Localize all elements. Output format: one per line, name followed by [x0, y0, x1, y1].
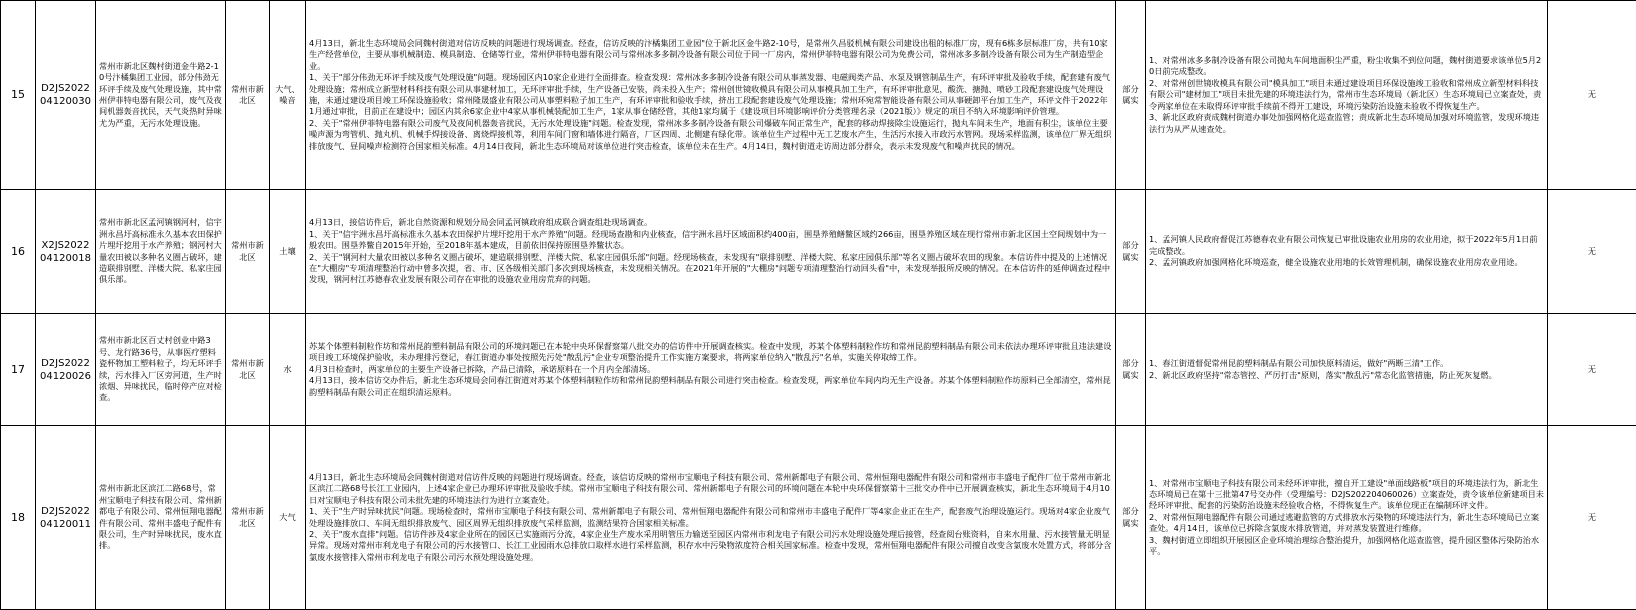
rectification-paragraph: 1、春江街道督促常州昆韵塑料制品有限公司加快原料清运，做好"两断三清"工作。: [1149, 358, 1544, 369]
seq-cell: 15: [1, 1, 36, 190]
table-body: [1, 1, 1636, 610]
result-cell: 部分属实: [1116, 426, 1146, 610]
rectification-paragraph: 2、对常州恒翔电器配件有限公司通过逃避监管的方式排放水污染物的环境违法行为，新北生态环境局已立案查处。4月14日，该单位已拆除含氯废水排放管道，并对蒸发装置进行维修。: [1149, 512, 1544, 535]
result-cell: 部分属实: [1116, 1, 1146, 190]
verification-cell: [306, 190, 1116, 314]
seq-cell: 18: [1, 426, 36, 610]
district-cell: 常州市新北区: [226, 314, 270, 426]
rectification-paragraph: 2、新北区政府坚持"常态管控、严厉打击"原则，落实"散乱污"常态化监管措施，防止死灰复燃。: [1149, 370, 1544, 381]
complaint-cell: 常州市新北区魏村街道金牛路2-10号汴橘集团工业园，部分伟劲无环评手续及废气处理设施，其中常州伊菲特电器有限公司，废气及夜间机器轰音扰民，天气炎热时异味尤为严重，无污水处理设施。: [96, 1, 226, 190]
verification-paragraph: 4月13日，接本信访交办件后，新北生态环境局会同春江街道对苏某个体塑料制粒作坊和常州昆韵塑料制品有限公司进行突击检查。检查发现，两家单位车间内均无生产设备。苏某个体塑料制粒作坊原料已全部清空，常州昆韵塑料制品有限公司正在组织清运原料。: [309, 375, 1112, 398]
rectification-paragraph: 1、孟河镇人民政府督促江苏德春农业有限公司恢复已审批设施农业用房的农业用途，拟于2022年5月1日前完成整改。: [1149, 234, 1544, 257]
seq-cell: 16: [1, 190, 36, 314]
verification-paragraph: 2、关于"废水直排"问题。信访件涉及4家企业所在的园区已实施雨污分流，4家企业生产废水采用明管压力输送至园区内常州市利龙电子有限公司污水处理设施处理后接管，经查阅台账资料，自来水用量、污水接管量无明显异常。现场对常州市利龙电子有限公司的污水接管口、长江工业园雨水总排放口取样水进行采样监测，积存水中污染物浓度符合相关国家标准。检查中发现，常州恒翔电器配件有限公司擅自改变含氯废水处置方式，将部分含氯废水接管排入常州市利龙电子有限公司污水预处理设施处理。: [309, 529, 1112, 563]
table-row: [1, 426, 1636, 610]
complaint-cell: 常州市新北区滨江二路68号，常州宝顺电子科技有限公司、常州新都电子有限公司、常州恒翔电器配件有限公司、常州丰盛电子配件有限公司，生产时异味扰民，废水直排。: [96, 426, 226, 610]
verification-paragraph: 苏某个体塑料制粒作坊和常州昆韵塑料制品有限公司的环境问题已在本轮中央环保督察第八批交办的信访件中开展调查核实。检查中发现，苏某个体塑料制粒作坊和常州昆韵塑料制品有限公司未依法办理环评审批且违法建设项目竣工环境保护验收，未办理排污登记，春江街道办事处按照先污处"散乱污"企业专项整治提升工作实施方案要求，将两家单位纳入"散乱污"名单，实施关停取缔工作。: [309, 341, 1112, 364]
verification-cell: [306, 1, 1116, 190]
category-cell: 大气、噪音: [270, 1, 306, 190]
verification-paragraph: 4月13日，新北生态环境局会同魏村街道对信访反映的问题进行现场调查。经查，信访反映的汴橘集团工业园"位于新北区金牛路2-10号，是常州久昌驳机械有限公司建设出租的标准厂房，现有6栋多层标准厂房，共有10家生产经营单位，主要从事机械制造、模具制造、仓储等行业，常州伊菲特电器有限公司与常州冰多多制冷设备有限公司位于同一厂房内，常州伊菲特电器有限公司为免费公司，常州冰多多制冷设备有限公司为生产制造型企业。: [309, 38, 1112, 72]
seq-cell: 17: [1, 314, 36, 426]
accountability-cell: 无: [1548, 426, 1636, 610]
table-row: [1, 190, 1636, 314]
complaint-cell: 常州市新北区孟河镇钢河村，信宇洲永昌圩高标准永久基本农田保护片埋圩挖用于水产养殖；钢河村大量农田被以多种名义圈占破坏，建造联排别墅、洋楼大院、私家庄园俱乐部。: [96, 190, 226, 314]
accountability-cell: 无: [1548, 190, 1636, 314]
rectification-cell: [1146, 190, 1548, 314]
verification-paragraph: 4月3日检查时，两家单位的主要生产设备已拆除，产品已清除，承诺原料在一个月内全部清场。: [309, 364, 1112, 375]
code-cell: X2JS202204120018: [36, 190, 96, 314]
verification-cell: [306, 426, 1116, 610]
category-cell: 水: [270, 314, 306, 426]
rectification-cell: [1146, 426, 1548, 610]
result-cell: 部分属实: [1116, 314, 1146, 426]
district-cell: 常州市新北区: [226, 1, 270, 190]
category-cell: 土壤: [270, 190, 306, 314]
accountability-cell: 无: [1548, 314, 1636, 426]
rectification-paragraph: 1、对常州市宝顺电子科技有限公司未经环评审批，擅自开工建设"单面线路板"项目的环境违法行为，新北生态环境局已在第十三批第47号交办件（受理编号：D2JS202204060026）立案查处，责令该单位新建项目未经环评审批、配套的污染防治设施未经验收合格，不得恢复生产。该单位现正在编制环评文件。: [1149, 478, 1544, 512]
verification-paragraph: 4月13日，接信访件后，新北自然资源和规划分局会同孟河镇政府组成联合调查组赴现场调查。: [309, 217, 1112, 228]
rectification-paragraph: 3、新北区政府责成魏村街道办事处加强网格化巡查监管；责成新北生态环境局加强对环境监管，发现环境违法行为从严从速查处。: [1149, 112, 1544, 135]
verification-paragraph: 2、关于"钢河村大量农田被以多种名义圈占破坏，建造联排别墅、洋楼大院、私家庄园俱乐部"问题。经现场核查，未发现有"联排别墅、洋楼大院、私家庄园俱乐部"等名义圈占破坏农田的现象。本信访件中提及的上述情况在"大棚房"专项清理整治行动中曾多次提，省、市、区各级相关部门多次到现场核查，未发现相关情况。在2021年开展的"大棚房"问题专项清理整治行动回头看"中，未发现举报所反映的情况。在本信访件的延伸调查过程中发现，钢河村江苏德春农业发展有限公司存在审批的设施农业用房荒弃的问题。: [309, 252, 1112, 286]
verification-paragraph: 1、关于"生产时异味扰民"问题。现场检查时，常州市宝顺电子科技有限公司、常州新都电子有限公司、常州恒翔电器配件有限公司和常州市丰盛电子配件厂等4家企业正在生产，配套废气治理设施运行。现场对4家企业废气处理设施排放口、车间无组织排放废气、园区周界无组织排放废气采样监测，监测结果符合国家相关标准。: [309, 506, 1112, 529]
district-cell: 常州市新北区: [226, 190, 270, 314]
rectification-cell: [1146, 314, 1548, 426]
table-row: [1, 314, 1636, 426]
category-cell: 大气: [270, 426, 306, 610]
rectification-paragraph: 3、魏村街道立即组织开展园区企业环境治理综合整治提升，加强网格化巡查监管，提升园区整体污染防治水平。: [1149, 535, 1544, 558]
rectification-paragraph: 2、对常州创世镜收模具有限公司"模具加工"项目未通过建设项目环保设施竣工验收和常州成立新型材料科技有限公司"建材加工"项目未批先建的环境违法行为，常州市生态环境局（新北区）生态环境局已立案查处，责令两家单位在未取得环评审批手续前不得开工建设，环境污染防治设施未验收不得恢复生产。: [1149, 78, 1544, 112]
complaint-cell: 常州市新北区百丈村创业中路3号、龙行路36号，从事医疗塑料瓷杯物加工塑料粒子，均无环评手续，污水排入厂区旁河道，生产时浓烟、异味扰民，临时停产应对检查。: [96, 314, 226, 426]
table-row: [1, 1, 1636, 190]
result-cell: 部分属实: [1116, 190, 1146, 314]
verification-paragraph: 2、关于"常州伊菲特电器有限公司废气及夜间机器轰音扰民，无污水处理设施"问题。检查发现，常州冰多多制冷设备有限公司爆破车间正常生产，配套的移动焊接除尘设施运行，抛丸车间未生产，地面有积尘，该单位主要噪声源为弯管机、抛丸机、机械手焊接设备、离烧焊接机等，利用车间门窗和墙体进行隔音，厂区四周、北侧建有绿化带。该单位生产过程中无工艺废水产生，生活污水接入市政污水管网。现场采样监测，该单位厂界无组织排放废气、昼间噪声检测符合国家相关标准。4月14日夜间，新北生态环境局对该单位进行突击检查，该单位未在生产。4月14日，魏村街道走访周边部分群众，表示未发现废气和噪声扰民的情况。: [309, 118, 1112, 152]
rectification-paragraph: 1、对常州冰多多制冷设备有限公司抛丸车间地面积尘严重，粉尘收集不到位问题，魏村街道要求该单位5月20日前完成整改。: [1149, 55, 1544, 78]
code-cell: D2JS202204120026: [36, 314, 96, 426]
verification-paragraph: 1、关于"信宇洲永昌圩高标准永久基本农田保护片埋圩挖用于水产养殖"问题。经现场查勘和内业核查，信宇洲永昌圩区域面积约400亩，围垦养殖鳝鳖区域约266亩，围垦养殖区域在现行常州市新北区国土空间规划中为一般农田。围垦养鳖自2015年开始，至2018年基本建成，目前依旧保持原围垦养鳖状态。: [309, 229, 1112, 252]
code-cell: D2JS202204120011: [36, 426, 96, 610]
verification-paragraph: 1、关于"部分伟劲无环评手续及废气处理设施"问题。现场园区内10家企业进行全面排查。检查发现：常州冰多多制冷设备有限公司从事蒸发器、电磁阀类产品、水泵及钢管制品生产，有环评审批及验收手续，配套建有废气处理设施；常州成立新型材料科技有限公司从事建材加工，无环评审批手续，生产设备已安装，尚未投入生产；常州创世镜收模具有限公司从事模具加工生产，有环评审批意见，酸洗、搪抛、喷砂工段配套建设废气处理设施，未通过建设项目竣工环保设施验收；常州隆晟盛业有限公司从事塑料粒子加工生产，有环评审批和验收手续，挤出工段配套建设废气处理设施；常州环宛常智能设备有限公司从事硬卸平台加工生产，环评文件于2022年1月通过审批，目前正在建设中；园区内其余6家企业中4家从事机械装配加工生产，1家从事仓储经营，其他1家均属于《建设项目环境影响评价分类管理名录（2021版）》规定的项目不纳入环境影响评价管理。: [309, 72, 1112, 118]
rectification-cell: [1146, 1, 1548, 190]
district-cell: 常州市新北区: [226, 426, 270, 610]
verification-cell: [306, 314, 1116, 426]
accountability-cell: 无: [1548, 1, 1636, 190]
verification-paragraph: 4月13日，新北生态环境局会同魏村街道对信访件反映的问题进行现场调查。经查，该信访反映的常州市宝顺电子科技有限公司、常州新都电子有限公司、常州恒翔电器配件有限公司和常州市丰盛电子配件厂位于常州市新北区滨江二路68号长江工业园内，上述4家企业已办理环评审批及验收手续。常州市宝顺电子科技有限公司、常州新都电子有限公司的环境问题在本轮中央环保督察第十三批交办件中已开展调查核实，新北生态环境局于4月10日对宝顺电子科技有限公司未批先建的环境违法行为进行立案查处。: [309, 472, 1112, 506]
code-cell: D2JS202204120030: [36, 1, 96, 190]
rectification-paragraph: 2、孟河镇政府加强网格化环境巡查，健全设施农业用地的长效管理机制，确保设施农业用房农业用途。: [1149, 257, 1544, 268]
